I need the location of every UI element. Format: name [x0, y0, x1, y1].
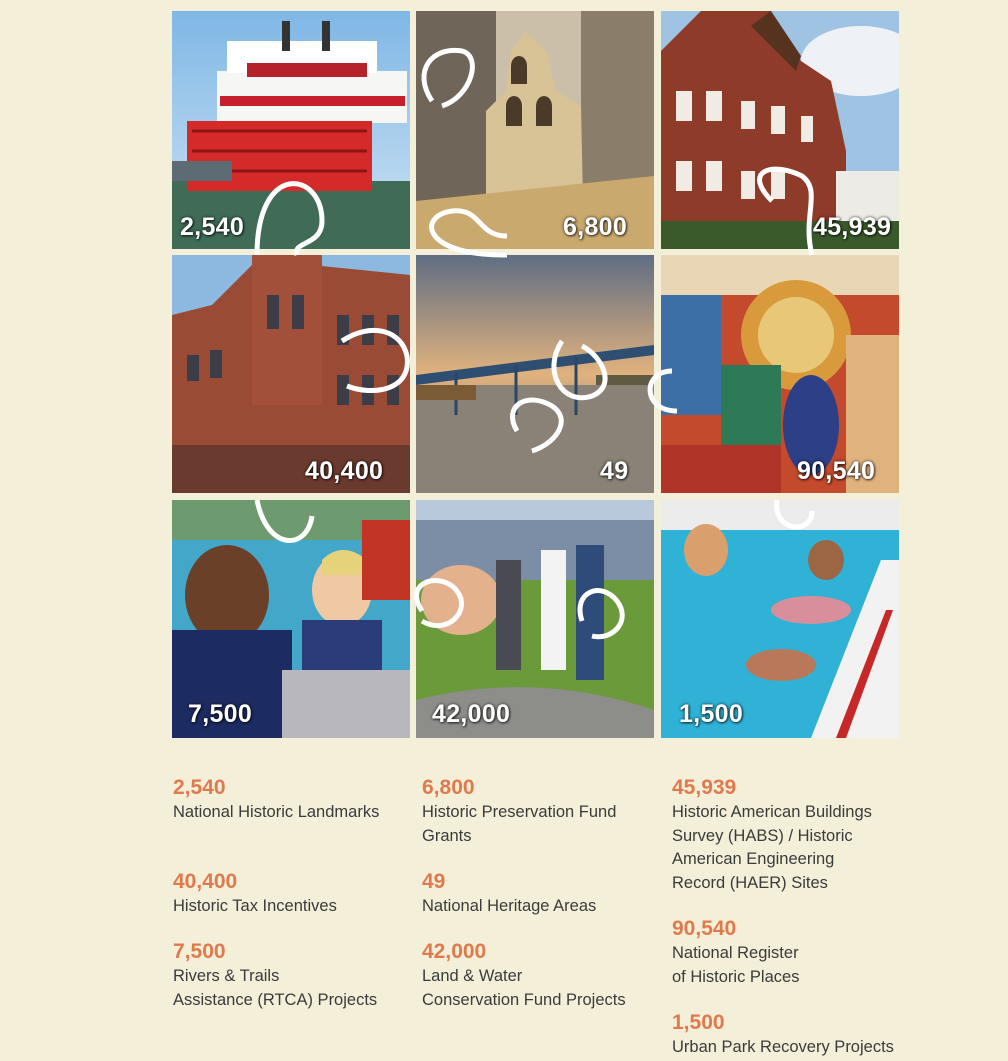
stat-number: 49: [422, 870, 446, 893]
stat-rtca-projects: [173, 939, 418, 1012]
tile-number: 2,540: [180, 213, 245, 241]
stat-label: Historic Preservation Fund Grants: [422, 803, 617, 845]
tile-number: 42,000: [432, 700, 511, 728]
stat-label: Urban Park Recovery Projects: [672, 1038, 894, 1056]
stat-label: Historic Tax Incentives: [173, 897, 337, 915]
statistics-section: [0, 775, 1008, 1061]
stat-label: National Register of Historic Places: [672, 944, 800, 986]
stat-national-historic-landmarks: [173, 775, 418, 825]
stat-historic-tax-incentives: [173, 869, 418, 919]
bridge-at-sunset-photo: [416, 255, 654, 493]
tile-number: 45,939: [813, 213, 892, 241]
puzzle-photo-collage: [172, 11, 899, 738]
tile-number: 7,500: [188, 700, 253, 728]
stat-number: 6,800: [422, 776, 475, 799]
tile-number: 90,540: [797, 457, 876, 485]
tile-number: 49: [600, 457, 629, 485]
stat-urban-park-recovery: [672, 1010, 917, 1060]
stat-number: 1,500: [672, 1011, 725, 1034]
stat-number: 7,500: [173, 940, 226, 963]
smiling-kids-photo: [172, 500, 410, 738]
stat-label: Land & Water Conservation Fund Projects: [422, 967, 626, 1009]
stat-label: Rivers & Trails Assistance (RTCA) Projects: [173, 967, 378, 1009]
stat-number: 40,400: [173, 870, 238, 893]
stat-national-heritage-areas: [422, 869, 667, 919]
tile-number: 1,500: [679, 700, 744, 728]
tile-number: 6,800: [563, 213, 628, 241]
stat-land-water-conservation-fund: [422, 939, 667, 1012]
stat-number: 90,540: [672, 917, 737, 940]
historic-brick-building-photo: [172, 255, 410, 493]
brick-mansion-photo: [661, 11, 899, 249]
stat-label: National Heritage Areas: [422, 897, 597, 915]
mission-bell-tower-photo: [416, 11, 654, 249]
stat-number: 2,540: [173, 776, 226, 799]
stat-number: 42,000: [422, 940, 487, 963]
stat-label: Historic American Buildings Survey (HABS) / Historic American Engineering Record (HAER) Sites: [672, 803, 872, 892]
swimming-pool-photo: [661, 500, 899, 738]
stat-number: 45,939: [672, 776, 737, 799]
chicano-mural-photo: [661, 255, 899, 493]
riverboat-photo: [172, 11, 410, 249]
stat-habs-haer-sites: [672, 775, 917, 895]
stat-label: National Historic Landmarks: [173, 803, 380, 821]
park-walkers-photo: [416, 500, 654, 738]
stat-national-register: [672, 916, 917, 989]
tile-number: 40,400: [305, 457, 384, 485]
stat-historic-preservation-fund-grants: [422, 775, 667, 848]
